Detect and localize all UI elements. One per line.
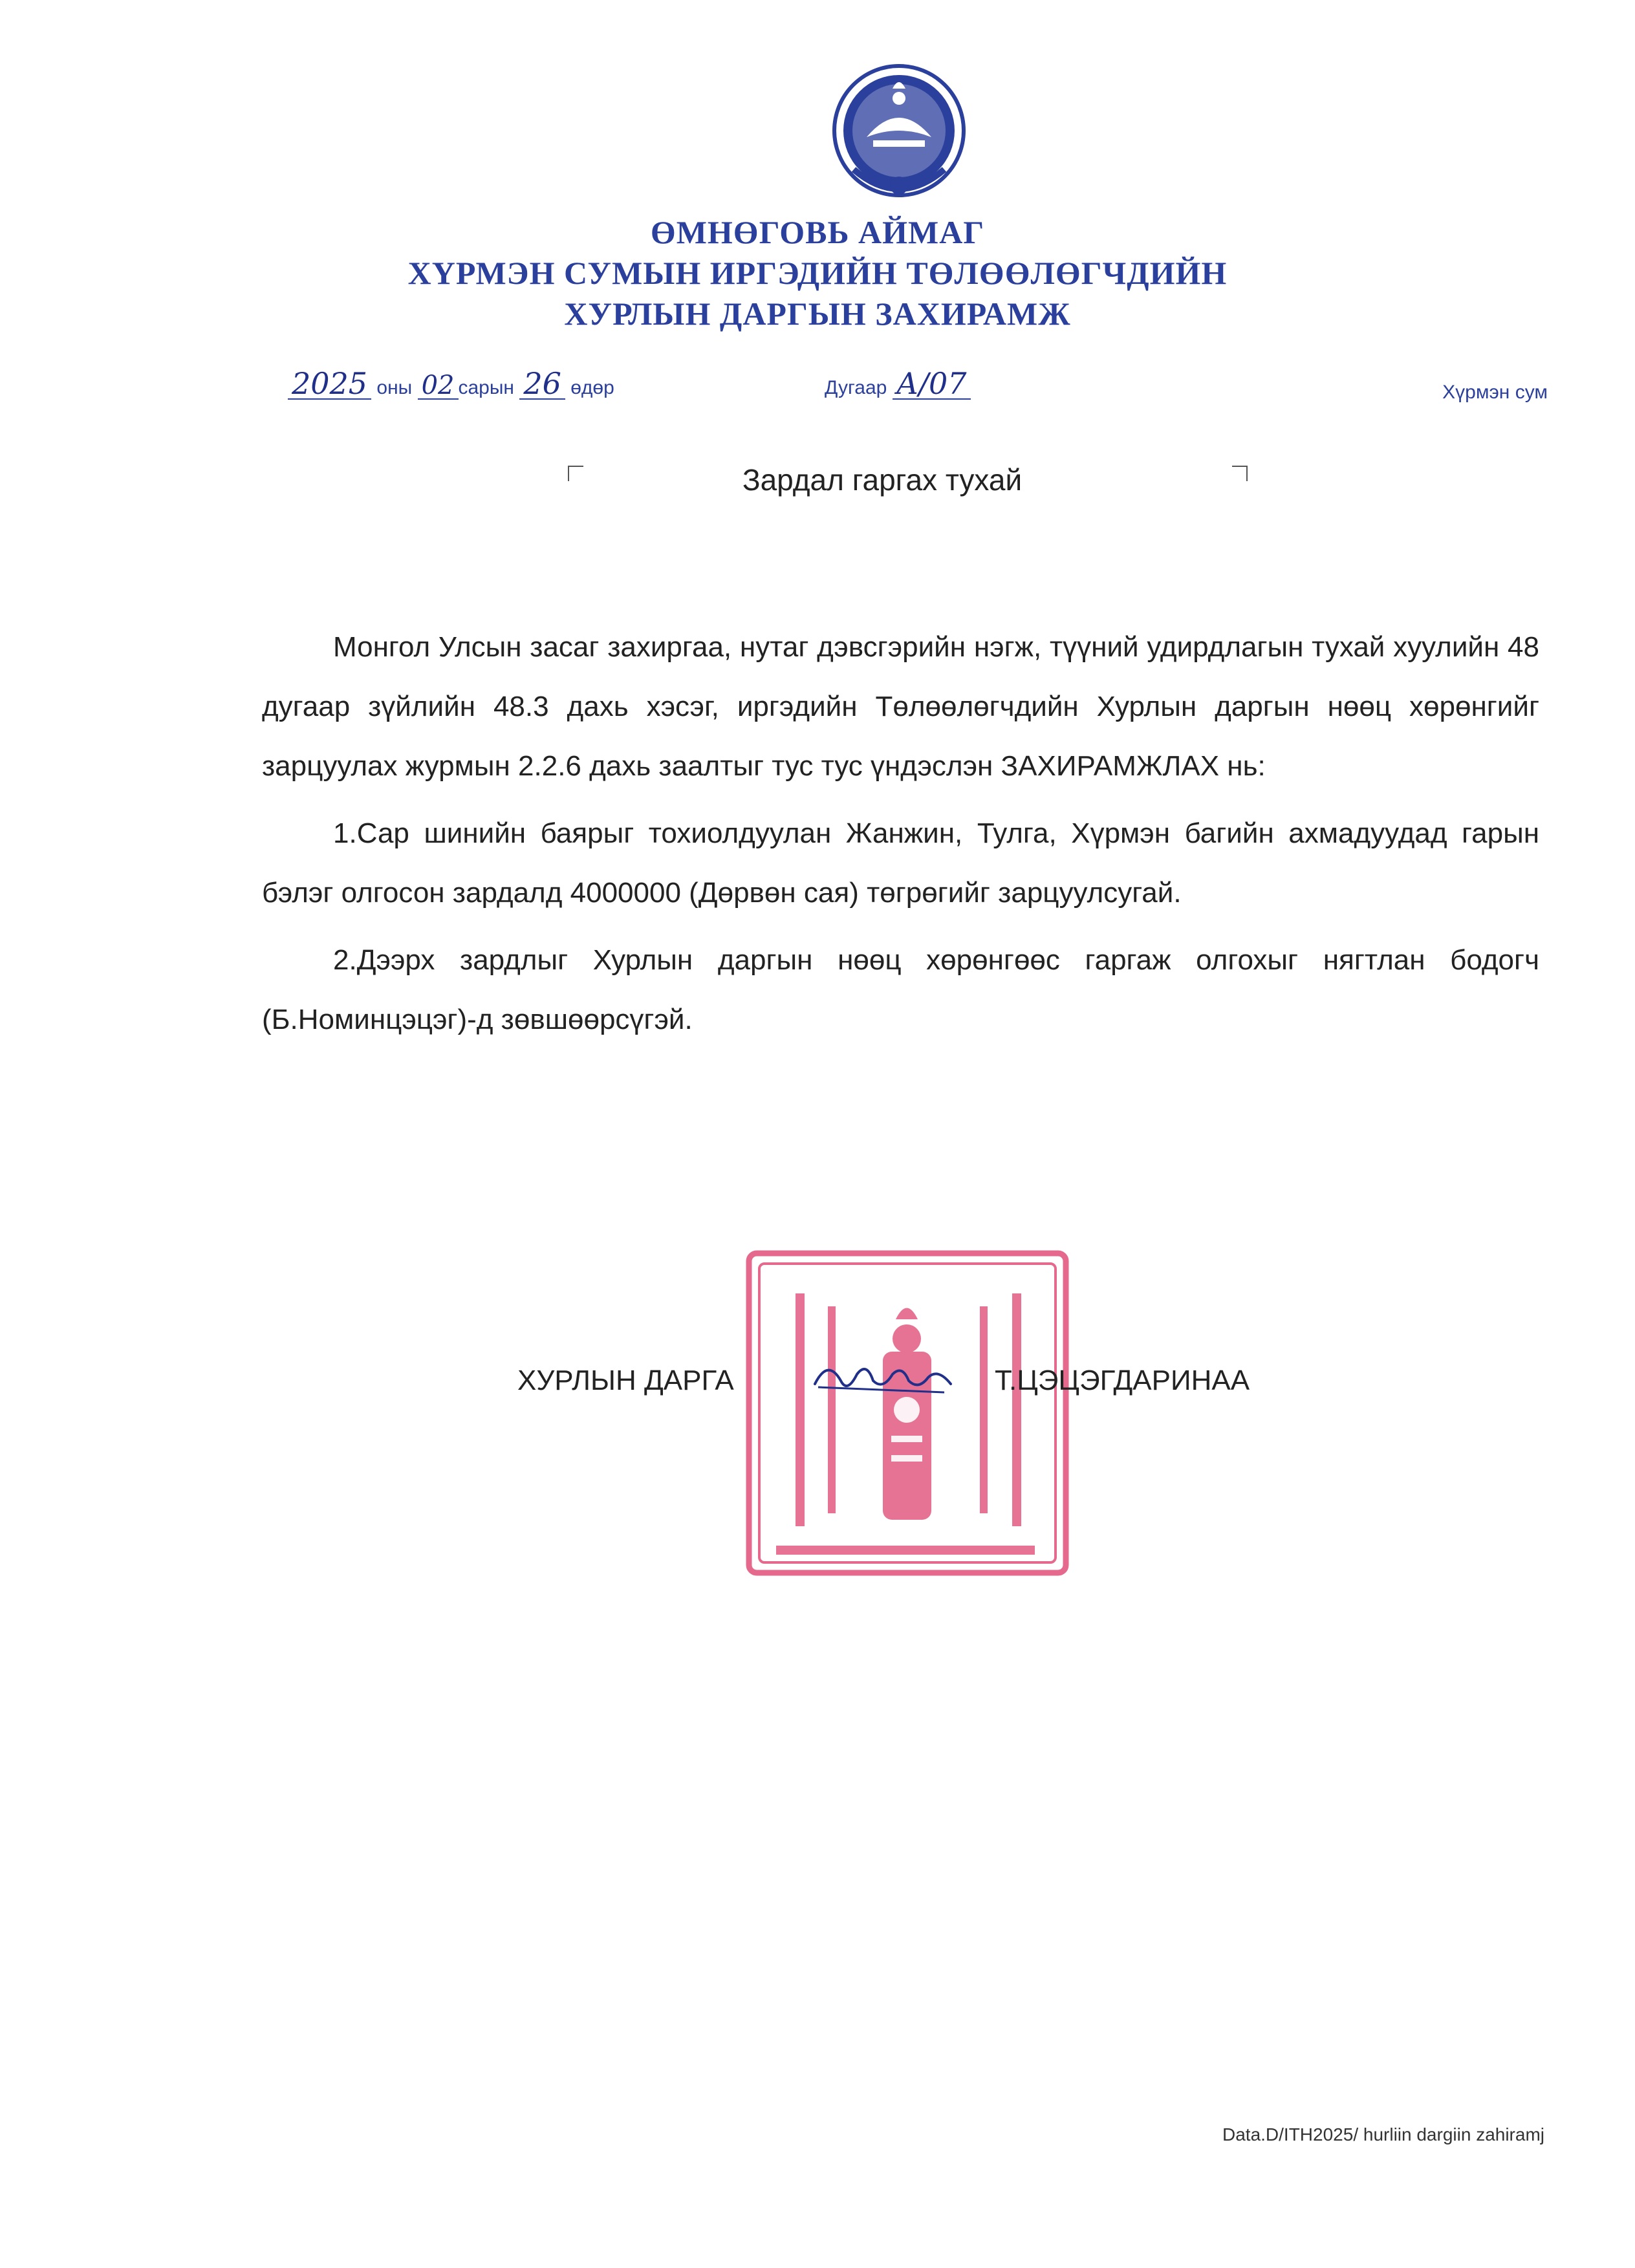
date-month-label: сарын [458, 377, 514, 398]
date-year-label: оны [376, 377, 413, 398]
order-item-1: 1.Сар шинийн баярыг тохиолдуулан Жанжин, Тулга, Хүрмэн багийн ахмадуудад гарын бэлэг олгосон зардалд 4000000 (Дөрвөн сая) төгрөгийг зарцуулсугай. [262, 817, 1539, 909]
header-title: ХУРЛЫН ДАРГЫН ЗАХИРАМЖ [564, 296, 1071, 332]
date-month: 02 [418, 373, 459, 400]
date-line [288, 366, 614, 401]
date-day-label: өдөр [570, 377, 614, 398]
date-year: 2025 [288, 369, 371, 400]
header-aimag: ӨМНӨГОВЬ АЙМАГ [650, 214, 985, 250]
number-label: Дугаар [825, 377, 887, 398]
signatory-title: ХУРЛЫН ДАРГА [517, 1365, 734, 1396]
date-day: 26 [519, 369, 565, 400]
document-number: А/07 [893, 369, 971, 400]
header-council: ХҮРМЭН СУМЫН ИРГЭДИЙН ТӨЛӨӨЛӨГЧДИЙН [407, 255, 1228, 291]
number-line [825, 366, 971, 401]
signatory-name: Т.ЦЭЦЭГДАРИНАА [995, 1365, 1250, 1396]
state-emblem-icon [828, 59, 970, 208]
order-item-2: 2.Дээрх зардлыг Хурлын даргын нөөц хөрөнгөөс гаргаж олгохыг нягтлан бодогч (Б.Номинцэцэг)-д зөвшөөрсүгэй. [262, 944, 1539, 1035]
document-body [262, 618, 1539, 1050]
footer-reference: Data.D/ITH2025/ hurliin dargiin zahiramj [1222, 2124, 1544, 2144]
place: Хүрмэн сум [1442, 382, 1548, 403]
handwritten-signature [808, 1355, 957, 1400]
preamble-paragraph: Монгол Улсын засаг захиргаа, нутаг дэвсгэрийн нэгж, түүний удирдлагын тухай хуулийн 48 дугаар зүйлийн 48.3 дахь хэсэг, иргэдийн Төлөөлөгчдийн Хурлын даргын нөөц хөрөнгийг зарцуулах журмын 2.2.6 дахь заалтыг тус тус үндэслэн ЗАХИРАМЖЛАХ нь: [262, 631, 1539, 782]
subject-title: Зардал гаргах тухай [742, 463, 1023, 497]
official-seal-stamp [737, 1242, 1077, 1584]
